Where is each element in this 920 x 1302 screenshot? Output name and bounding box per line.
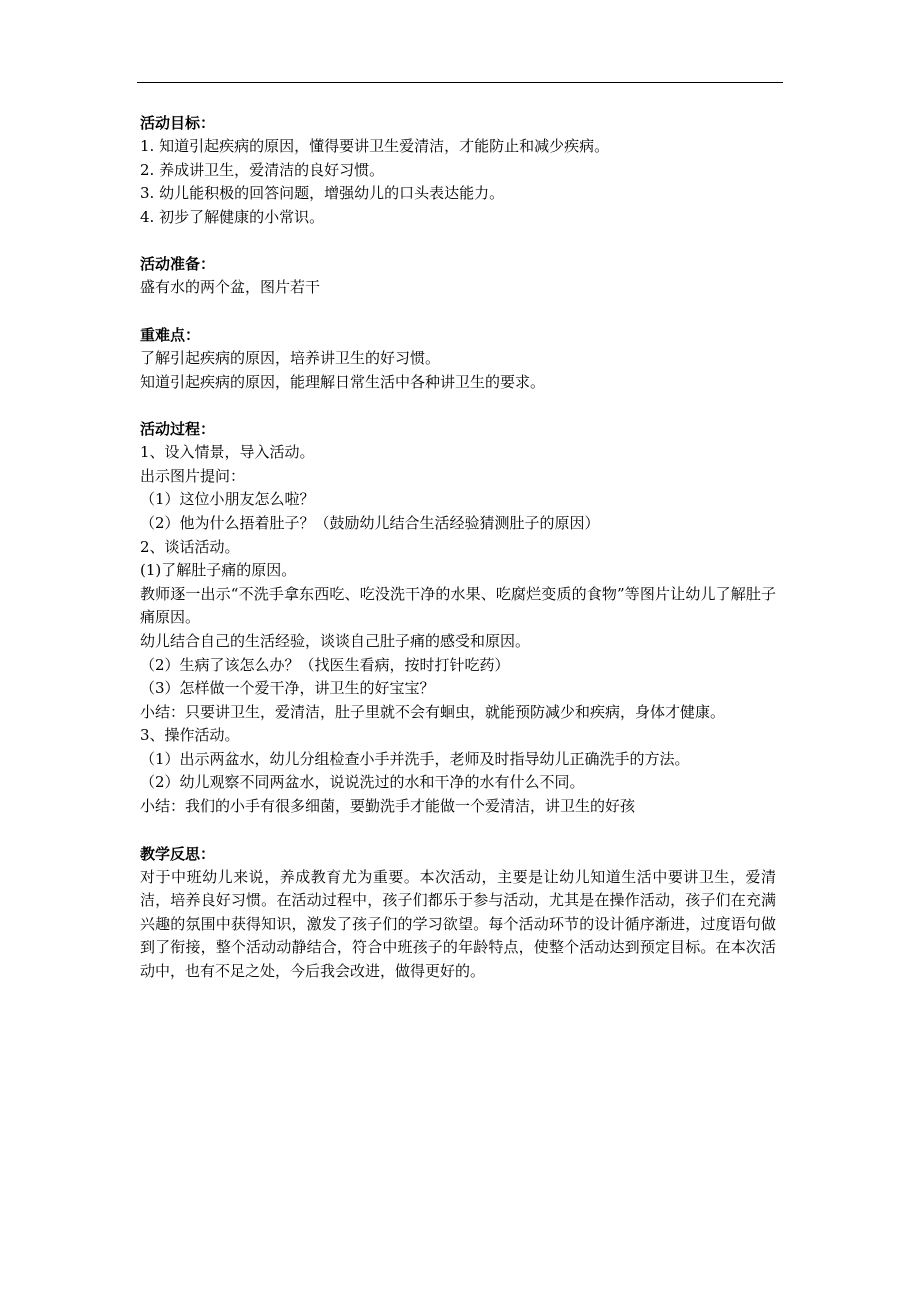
key-points-heading: 重难点： [140,325,201,344]
header-rule [137,82,783,83]
process-item: 幼儿结合自己的生活经验，谈谈自己肚子痛的感受和原因。 [140,631,531,650]
document-body [140,112,776,1008]
process-section [140,418,776,819]
key-points-section [140,324,776,394]
process-item: 小结：我们的小手有很多细菌，要勤洗手才能做一个爱清洁，讲卫生的好孩 [140,797,636,816]
process-item: 3、操作活动。 [140,726,240,745]
goal-item: 1. 知道引起疾病的原因，懂得要讲卫生爱清洁，才能防止和减少疾病。 [140,137,610,155]
key-point-item: 知道引起疾病的原因，能理解日常生活中各种讲卫生的要求。 [140,372,546,391]
process-item: 1、设入情景，导入活动。 [140,443,315,462]
goal-item: 2. 养成讲卫生，爱清洁的良好习惯。 [140,160,385,179]
process-item: （3）怎样做一个爱干净，讲卫生的好宝宝？ [140,679,435,698]
process-item: (1)了解肚子痛的原因。 [140,561,297,580]
goals-heading: 活动目标： [140,114,216,132]
preparation-heading: 活动准备： [140,255,216,274]
reflection-heading: 教学反思： [140,844,216,863]
goals-section [140,112,776,229]
reflection-text: 对于中班幼儿来说，养成教育尤为重要。本次活动，主要是让幼儿知道生活中要讲卫生，爱清洁，培养良好习惯。在活动过程中，孩子们都乐于参与活动，尤其是在操作活动，孩子们在充满兴趣的氛围中获得知识，激发了孩子们的学习欲望。每个活动环节的设计循序渐进，过度语句做到了衔接，整个活动动静结合，符合中班孩子的年龄特点，使整个活动达到预定目标。在本次活动中，也有不足之处，今后我会改进，做得更好的。 [140,867,776,981]
process-item: （1）出示两盆水，幼儿分组检查小手并洗手，老师及时指导幼儿正确洗手的方法。 [140,749,690,768]
process-item: 教师逐一出示“不洗手拿东西吃、吃没洗干净的水果、吃腐烂变质的食物”等图片让幼儿了解肚子痛原因。 [140,584,776,627]
process-item: 2、谈话活动。 [140,537,240,556]
process-item: （2）生病了该怎么办？（找医生看病，按时打针吃药） [140,655,510,674]
preparation-item: 盛有水的两个盆，图片若干 [140,278,321,297]
process-item: （1）这位小朋友怎么啦？ [140,490,315,509]
goal-item: 4. 初步了解健康的小常识。 [140,207,325,226]
preparation-section [140,253,776,300]
process-item: （2）幼儿观察不同两盆水，说说洗过的水和干净的水有什么不同。 [140,773,585,792]
key-point-item: 了解引起疾病的原因，培养讲卫生的好习惯。 [140,348,441,367]
reflection-section [140,843,776,984]
process-item: 小结：只要讲卫生，爱清洁，肚子里就不会有蛔虫，就能预防减少和疾病，身体才健康。 [140,702,726,721]
process-item: 出示图片提问： [140,466,246,485]
process-heading: 活动过程： [140,420,216,439]
process-item: （2）他为什么捂着肚子？（鼓励幼儿结合生活经验猜测肚子的原因） [140,513,600,532]
goal-item: 3. 幼儿能积极的回答问题，增强幼儿的口头表达能力。 [140,184,505,203]
